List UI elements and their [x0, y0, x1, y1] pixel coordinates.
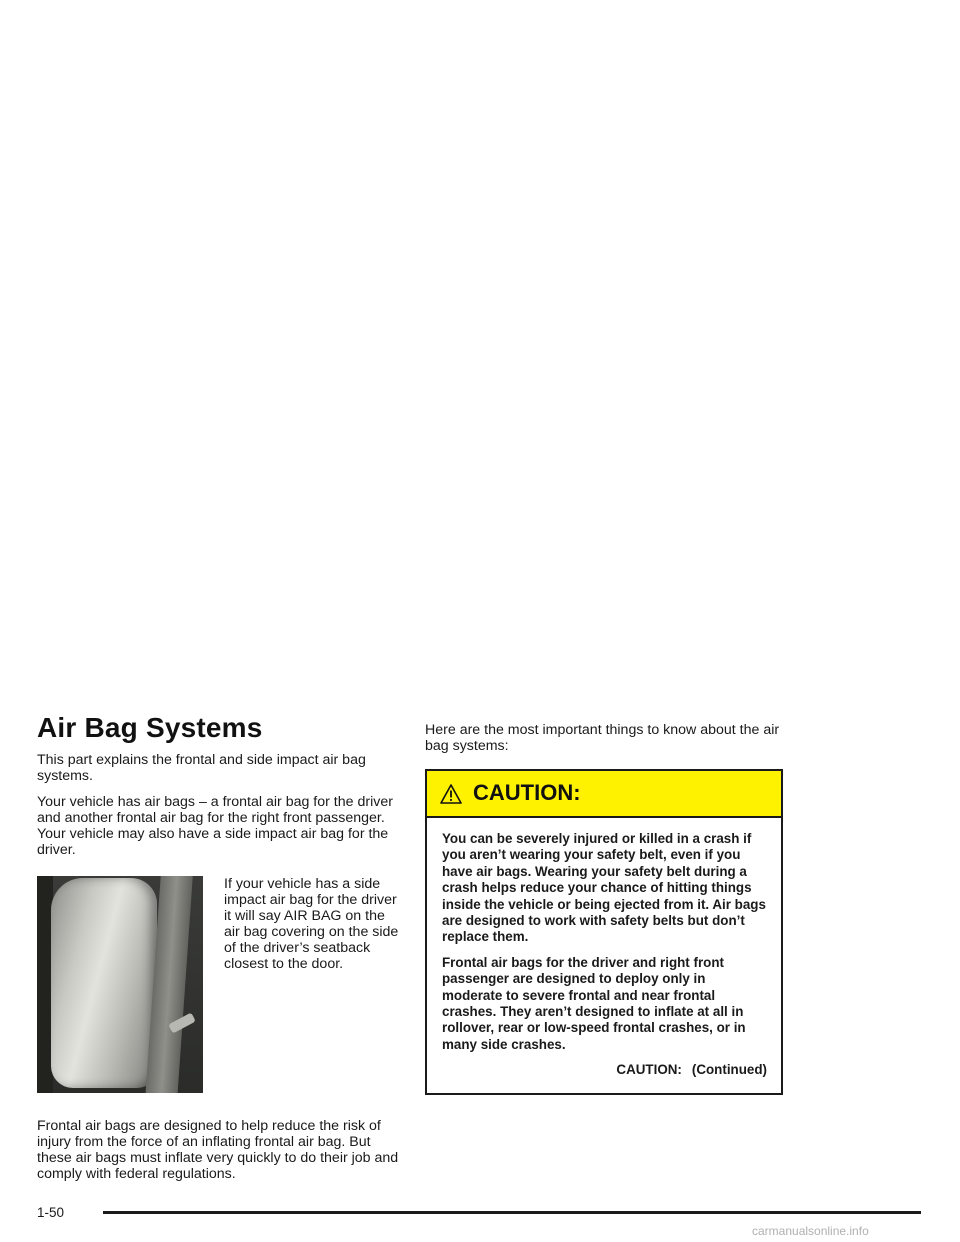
- figure-caption: If your vehicle has a side impact air bag for the driver it will say AIR BAG on the air bag covering on the side of the driver’s seatback closest to the door.: [224, 876, 399, 972]
- side-airbag-figure: [37, 876, 405, 1096]
- right-column: [425, 722, 785, 1095]
- caution-header: [427, 771, 781, 818]
- watermark: carmanualsonline.info: [752, 1224, 869, 1238]
- page-number: 1-50: [37, 1205, 65, 1220]
- caution-box: [425, 769, 783, 1095]
- frontal-airbag-paragraph: Frontal air bags are designed to help reduce the risk of injury from the force of an inflating frontal air bag. But these air bags must inflate very quickly to do their job and comply with federal regulations.: [37, 1118, 399, 1182]
- continued-label: CAUTION:: [616, 1062, 682, 1078]
- caution-continued: [442, 1062, 767, 1078]
- caution-body: [427, 818, 781, 1093]
- section-title: Air Bag Systems: [37, 712, 263, 743]
- left-column: [37, 752, 405, 1192]
- warning-triangle-icon: [440, 784, 462, 804]
- right-intro-paragraph: Here are the most important things to know about the air bag systems:: [425, 722, 780, 754]
- caution-paragraph-2: Frontal air bags for the driver and right front passenger are designed to deploy only in moderate to severe frontal and near frontal crashes. They aren’t designed to inflate at all in rollover, rear or low-speed frontal crashes, or in many side crashes.: [442, 954, 746, 1052]
- footer-rule: [103, 1211, 921, 1214]
- seatback-airbag-photo: [37, 876, 203, 1093]
- continued-note: (Continued): [691, 1062, 767, 1078]
- caution-title: CAUTION:: [473, 780, 581, 805]
- intro-paragraph: This part explains the frontal and side impact air bag systems.: [37, 752, 366, 784]
- airbag-overview-paragraph: Your vehicle has air bags – a frontal air bag for the driver and another frontal air bag for the right front passenger. Your vehicle may also have a side impact air bag for the driver.: [37, 794, 393, 858]
- caution-paragraph-1: You can be severely injured or killed in a crash if you aren’t wearing your safety belt, even if you have air bags. Wearing your safety belt during a crash helps reduce your chance of hitting things inside the vehicle or being ejected from it. Air bags are designed to work with safety belts but don’t replace them.: [442, 831, 766, 945]
